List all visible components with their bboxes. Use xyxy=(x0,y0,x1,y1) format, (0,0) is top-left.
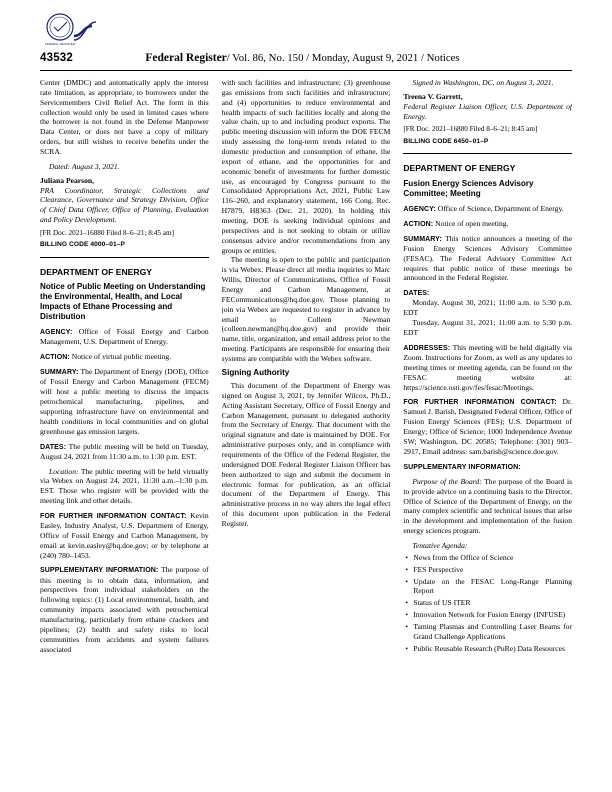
page-number: 43532 xyxy=(40,52,73,64)
contact-value: Kevin Easley, Industry Analyst, U.S. Department of Energy, Office of Fossil Energy and Carbon Management, by email at kevin.easley@hq.doe.gov; or by telephone at (240) 780–1453. xyxy=(40,510,209,560)
agenda-list xyxy=(403,553,572,654)
summary-value: This notice announces a meeting of the Fusion Energy Sciences Advisory Committee (FESAC). The Federal Advisory Committee Act requires that public notice of these meetings be announced in the Federal Register. xyxy=(403,233,573,283)
signature-name: Treena V. Garrett, xyxy=(403,91,463,101)
summary-label: SUMMARY: xyxy=(403,235,442,243)
summary-label: SUMMARY: xyxy=(40,369,79,377)
location-field xyxy=(40,467,209,506)
notice-title: Fusion Energy Sciences Advisory Committee; Meeting xyxy=(403,178,534,198)
summary-field xyxy=(40,367,209,436)
addresses-label: ADDRESSES: xyxy=(403,344,451,352)
paragraph: Center (DMDC) and automatically apply the interest rate limitation, as appropriate, to borrowers under the Servicemembers Civil Relief Act. The form in this collection would only be used in limited cases where the borrower is not found in the Defense Manpower Data Center, or does not have a copy of military orders, but still wishes to receive benefits under the SCRA. xyxy=(40,78,209,157)
purpose-value: The purpose of the Board is to provide advice on a continuing basis to the Director, Office of Science of the Department of Energy, on the many complex scientific and technical issues that arise in the development and implementation of the fusion energy sciences program. xyxy=(403,476,573,536)
location-label: Location: xyxy=(49,466,79,476)
action-value: Notice of open meeting. xyxy=(433,218,509,228)
addresses-field xyxy=(403,343,572,393)
billing-code: BILLING CODE 4000–01–P xyxy=(40,241,126,249)
contact-field xyxy=(40,511,209,561)
summary-field xyxy=(403,234,572,284)
signing-authority-heading: Signing Authority xyxy=(221,367,290,377)
action-field xyxy=(40,352,209,362)
agency-heading: DEPARTMENT OF ENERGY xyxy=(403,163,516,174)
contact-label: FOR FURTHER INFORMATION CONTACT: xyxy=(403,399,557,407)
paragraph: This document of the Department of Energy was signed on August 3, 2021, by Jennifer Wilcox, Ph.D., Acting Assistant Secretary, Office of Fossil Energy and Carbon Management, pursuant to delegated authority from the Secretary of Energy. That document with the original signature and date is maintained by DOE. For administrative purposes only, and in compliance with requirements of the Office of the Federal Register, the undersigned DOE Federal Register Liaison Officer has been authorized to sign and submit the document in electronic format for publication, as an official document of the Department of Energy. This administrative process in no way alters the legal effect of this document upon publication in the Federal Register. xyxy=(221,380,391,528)
supplementary-field xyxy=(403,462,572,472)
signature-name: Juliana Pearson, xyxy=(40,175,95,185)
agency-field xyxy=(403,204,572,214)
contact-field xyxy=(403,397,572,456)
page-header xyxy=(40,30,572,64)
agency-label: AGENCY: xyxy=(403,205,436,213)
action-label: ACTION: xyxy=(403,220,434,228)
dates-value: The public meeting will be held on Tuesday, August 24, 2021 from 11:30 a.m. to 1:30 p.m. EST. xyxy=(40,441,209,461)
paragraph: with such facilities and infrastructure; (3) greenhouse gas emissions from such facilities and infrastructure; and (4) opportunities to reduce environmental and health impacts of such facilities locally and along the value chain, up to and including product exports. The public meeting discussion will inform the DOE FECM study assessing the long-term trends related to the domestic production and consumption of ethane, the export of ethane, and the opportunities for and economic benefit of investments for further domestic use, as encouraged by Congress pursuant to the Consolidated Appropriations Act, 2021, Public Law 116–260, and explanatory statement, 166 Cong. Rec. H7879, H8363 (Dec. 21, 2020). In holding this meeting, DOE is seeking individual opinions and perspectives and is not seeking to obtain or utilize consensus advice and/or recommendations from any groups or entities. xyxy=(221,78,391,255)
section-divider xyxy=(40,257,209,258)
column-1 xyxy=(40,78,209,772)
dates-field xyxy=(403,288,572,298)
summary-value: The Department of Energy (DOE), Office of Fossil Energy and Carbon Management (FECM) will host a public meeting to discuss the impacts petrochemical manufacturing, pipelines, and supporting infrastructure have on environmental and health conditions in local communities and on global greenhouse gas emission targets. xyxy=(40,367,209,436)
list-item: • FES Perspective xyxy=(413,565,572,575)
notice-title: Notice of Public Meeting on Understanding the Environmental, Health, and Local Impacts of Ethane Processing and Distribution xyxy=(40,282,206,322)
list-item: • Status of US ITER xyxy=(413,598,572,608)
action-value: Notice of virtual public meeting. xyxy=(69,352,172,362)
agency-label: AGENCY: xyxy=(40,329,73,337)
list-item: • Update on the FESAC Long-Range Planning Report xyxy=(413,577,572,597)
location-value: The public meeting will be held virtually via Webex on August 24, 2021, 11:30 a.m.–1:30 p.m. EST. Those who register will be provided with the meeting link and other details. xyxy=(40,466,209,506)
agenda-label: Tentative Agenda: xyxy=(412,541,468,551)
list-item: • Innovation Network for Fusion Energy (INFUSE) xyxy=(413,610,572,620)
dates-field xyxy=(40,442,209,462)
svg-text:FEDERAL REGISTER: FEDERAL REGISTER xyxy=(45,42,75,46)
supplementary-value: The purpose of this meeting is to obtain data, information, and perspectives from individual stakeholders on the following topics: (1) Local environmental, health, and community impacts associated with petrochemical manufacturing, particularly from ethane crackers and pipelines; (2) health and safety risks to local communities from accidents and system failures associated xyxy=(40,565,209,654)
header-citation xyxy=(73,52,532,64)
paragraph: The meeting is open to the public and participation is via Webex. Please direct all media inquiries to Marc Willis, Director of Communications, Office of Fossil Energy and Carbon Management, at FECommunications@hq.doe.gov. Those planning to join via Webex are requested to register in advance by email to Colleen Newman (colleen.newman@hq.doe.gov) and provide their name, title, organization, and email address prior to the meeting. Participants are responsible for ensuring their systems are compatible with the Webex software. xyxy=(221,255,391,364)
signature-title: PRA Coordinator, Strategic Collections and Clearance, Governance and Strategy Division, Office of Chief Data Officer, Office of Planning, Evaluation and Policy Development. xyxy=(40,185,209,225)
agency-value: Office of Science, Department of Energy. xyxy=(435,203,564,213)
purpose-label: Purpose of the Board: xyxy=(412,476,482,486)
billing-code: BILLING CODE 6450–01–P xyxy=(403,137,489,145)
supplementary-label: SUPPLEMENTARY INFORMATION: xyxy=(403,463,521,471)
dates-label: DATES: xyxy=(403,290,430,298)
dates-line-2: Tuesday, August 31, 2021; 11:00 a.m. to 5:30 p.m. EDT xyxy=(403,318,573,337)
purpose-field xyxy=(403,477,572,536)
addresses-value: This meeting will be held digitally via Zoom. Instructions for Zoom, as well as any updates to meeting times or meeting agenda, can be found on the FESAC meeting website at: https://science.osti.gov/fes/fesac/Meetings. xyxy=(403,342,573,392)
header-divider xyxy=(40,70,572,71)
contact-label: FOR FURTHER INFORMATION CONTACT: xyxy=(40,512,187,520)
signature-title: Federal Register Liaison Officer, U.S. Department of Energy. xyxy=(403,101,573,121)
list-item: • Public Reusable Research (PuRe) Data Resources xyxy=(413,644,572,654)
contact-value: Dr. Samuel J. Barish, Designated Federal Officer, Office of Fusion Energy Sciences (FES); U.S. Department of Energy; Office of Science; 1000 Independence Avenue SW; Washington, DC 20585; Telephone: (301) 903–2917, Email address: sam.barish@science.doe.gov. xyxy=(403,397,573,456)
column-2 xyxy=(222,78,391,772)
fr-doc-line: [FR Doc. 2021–16880 Filed 8–6–21; 8:45 am] xyxy=(403,125,538,134)
list-item: • Taming Plasmas and Controlling Laser Beams for Grand Challenge Applications xyxy=(413,622,572,642)
action-label: ACTION: xyxy=(40,354,70,362)
dates-label: DATES: xyxy=(40,443,67,451)
publication-title: Federal Register xyxy=(145,52,227,64)
citation-text: / Vol. 86, No. 150 / Monday, August 9, 2021 / Notices xyxy=(226,52,460,64)
agency-value: Office of Fossil Energy and Carbon Management, U.S. Department of Energy. xyxy=(40,327,209,347)
supplementary-field xyxy=(40,565,209,654)
agency-field xyxy=(40,327,209,347)
supplementary-label: SUPPLEMENTARY INFORMATION: xyxy=(40,567,159,575)
dates-line-1: Monday, August 30, 2021; 11:00 a.m. to 5:30 p.m. EDT xyxy=(403,298,573,318)
action-field xyxy=(403,219,572,229)
column-3 xyxy=(403,78,572,772)
list-item: • News from the Office of Science xyxy=(413,553,572,563)
section-divider xyxy=(403,153,572,154)
agency-heading: DEPARTMENT OF ENERGY xyxy=(40,266,153,277)
dated-line: Dated: August 3, 2021. xyxy=(49,161,120,171)
article-columns xyxy=(40,78,572,772)
fr-doc-line: [FR Doc. 2021–16880 Filed 8–6–21; 8:45 am] xyxy=(40,229,174,238)
signed-line: Signed in Washington, DC, on August 3, 2021. xyxy=(412,78,554,87)
